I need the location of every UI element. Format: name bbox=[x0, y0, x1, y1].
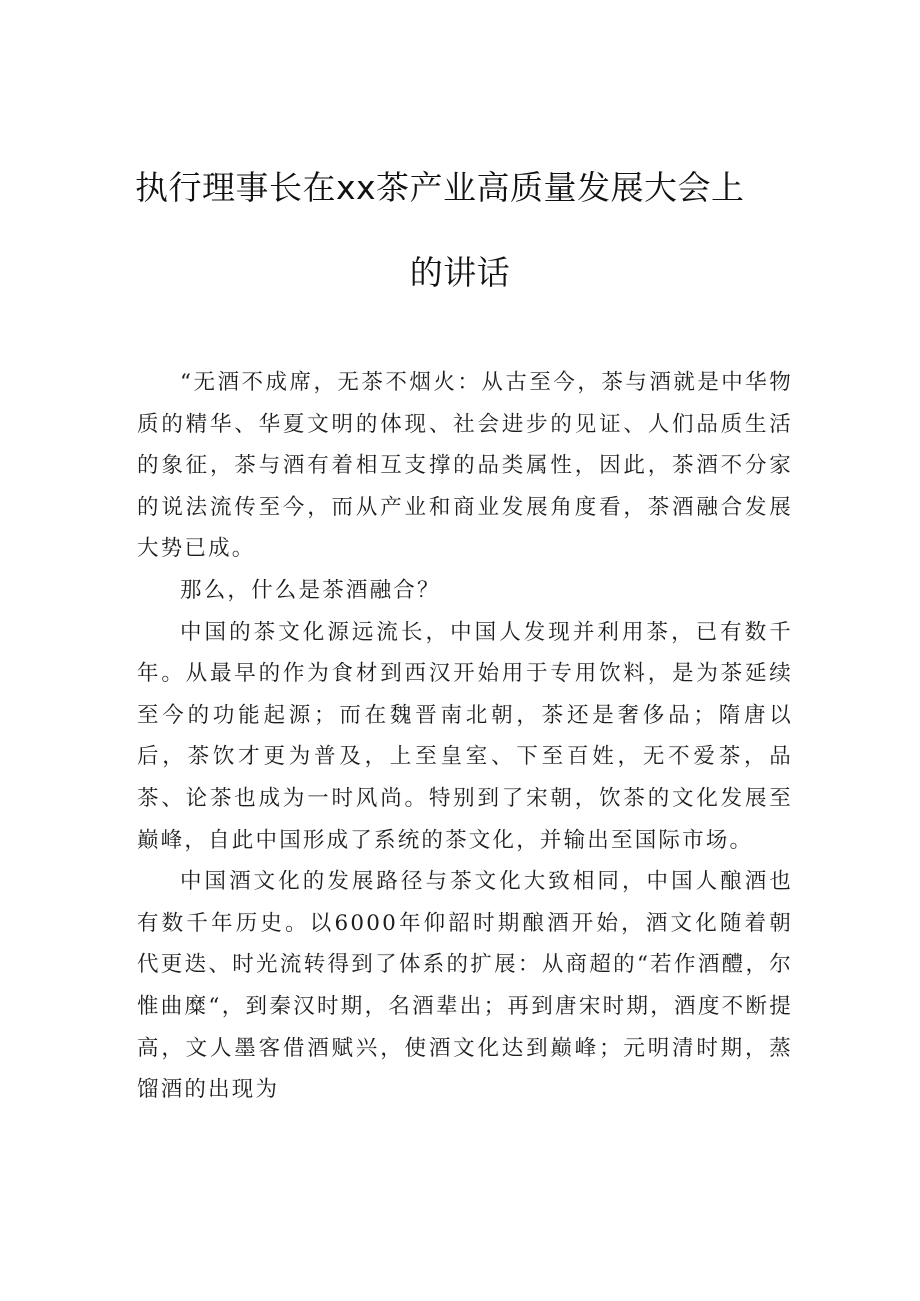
document-title-line-2: 的讲话 bbox=[409, 253, 511, 292]
paragraph-1: “无酒不成席，无茶不烟火：从古至今，茶与酒就是中华物质的精华、华夏文明的体现、社会进步的见证、人们品质生活的象征，茶与酒有着相互支撑的品类属性，因此，茶酒不分家的说法流传至今，而从产业和商业发展角度看，茶酒融合发展大势已成。 bbox=[137, 370, 793, 562]
document-body bbox=[137, 362, 793, 1111]
paragraph-2: 那么，什么是茶酒融合？ bbox=[180, 577, 441, 603]
document-title-line-1: 执行理事长在xx茶产业高质量发展大会上 bbox=[135, 168, 745, 207]
paragraph-4: 中国酒文化的发展路径与茶文化大致相同，中国人酿酒也有数千年历史。以6000年仰韶时期酿酒开始，酒文化随着朝代更迭、时光流转得到了体系的扩展：从商超的“若作酒醴，尔惟曲糜“，到秦汉时期，名酒辈出；再到唐宋时期，酒度不断提高，文人墨客借酒赋兴，使酒文化达到巅峰；元明清时期，蒸馏酒的出现为 bbox=[137, 869, 793, 1103]
paragraph-3: 中国的茶文化源远流长，中国人发现并利用茶，已有数千年。从最早的作为食材到西汉开始用于专用饮料，是为茶延续至今的功能起源；而在魏晋南北朝，茶还是奢侈品；隋唐以后，茶饮才更为普及，上至皇室、下至百姓，无不爱茶，品茶、论茶也成为一时风尚。特别到了宋朝，饮茶的文化发展至巅峰，自此中国形成了系统的茶文化，并输出至国际市场。 bbox=[137, 619, 793, 853]
